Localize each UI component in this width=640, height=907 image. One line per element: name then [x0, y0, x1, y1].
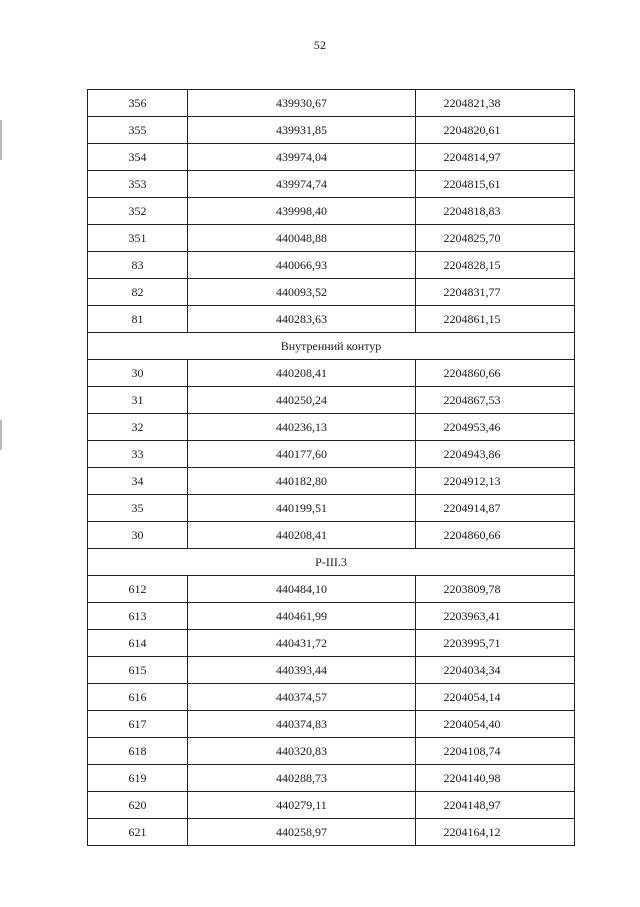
section-heading-row: [88, 549, 575, 576]
table-row: [88, 684, 575, 711]
y-coordinate-cell: 2204164,12: [416, 819, 575, 846]
x-coordinate-cell: 440288,73: [188, 765, 416, 792]
x-coordinate-cell: 440093,52: [188, 279, 416, 306]
table-row: [88, 603, 575, 630]
x-coordinate-cell: 440236,13: [188, 414, 416, 441]
y-coordinate-cell: 2204943,86: [416, 441, 575, 468]
x-coordinate-cell: 440182,80: [188, 468, 416, 495]
x-coordinate-cell: 439931,85: [188, 117, 416, 144]
y-coordinate-cell: 2203963,41: [416, 603, 575, 630]
table-row: [88, 144, 575, 171]
x-coordinate-cell: 440431,72: [188, 630, 416, 657]
y-coordinate-cell: 2204148,97: [416, 792, 575, 819]
table-row: [88, 495, 575, 522]
y-coordinate-cell: 2204831,77: [416, 279, 575, 306]
table-row: [88, 414, 575, 441]
point-number-cell: 621: [88, 819, 188, 846]
point-number-cell: 82: [88, 279, 188, 306]
y-coordinate-cell: 2204912,13: [416, 468, 575, 495]
y-coordinate-cell: 2204860,66: [416, 360, 575, 387]
table-row: [88, 792, 575, 819]
x-coordinate-cell: 439974,74: [188, 171, 416, 198]
point-number-cell: 30: [88, 360, 188, 387]
x-coordinate-cell: 439930,67: [188, 90, 416, 117]
point-number-cell: 617: [88, 711, 188, 738]
point-number-cell: 613: [88, 603, 188, 630]
point-number-cell: 35: [88, 495, 188, 522]
point-number-cell: 612: [88, 576, 188, 603]
scan-edge-mark: [0, 420, 2, 450]
coordinates-table: [87, 89, 575, 846]
y-coordinate-cell: 2204054,14: [416, 684, 575, 711]
point-number-cell: 30: [88, 522, 188, 549]
x-coordinate-cell: 439998,40: [188, 198, 416, 225]
x-coordinate-cell: 440066,93: [188, 252, 416, 279]
table-row: [88, 765, 575, 792]
table-row: [88, 387, 575, 414]
point-number-cell: 614: [88, 630, 188, 657]
point-number-cell: 616: [88, 684, 188, 711]
point-number-cell: 33: [88, 441, 188, 468]
table-row: [88, 576, 575, 603]
x-coordinate-cell: 440484,10: [188, 576, 416, 603]
y-coordinate-cell: 2204821,38: [416, 90, 575, 117]
section-heading: Р-III.3: [88, 549, 575, 576]
y-coordinate-cell: 2204034,34: [416, 657, 575, 684]
y-coordinate-cell: 2204828,15: [416, 252, 575, 279]
x-coordinate-cell: 440048,88: [188, 225, 416, 252]
point-number-cell: 620: [88, 792, 188, 819]
y-coordinate-cell: 2203995,71: [416, 630, 575, 657]
table-row: [88, 252, 575, 279]
table-row: [88, 630, 575, 657]
scan-edge-mark: [0, 120, 2, 160]
x-coordinate-cell: 440208,41: [188, 522, 416, 549]
y-coordinate-cell: 2204867,53: [416, 387, 575, 414]
table-row: [88, 225, 575, 252]
x-coordinate-cell: 440208,41: [188, 360, 416, 387]
point-number-cell: 83: [88, 252, 188, 279]
table-row: [88, 657, 575, 684]
table-row: [88, 522, 575, 549]
x-coordinate-cell: 440199,51: [188, 495, 416, 522]
y-coordinate-cell: 2204914,87: [416, 495, 575, 522]
table-row: [88, 738, 575, 765]
point-number-cell: 32: [88, 414, 188, 441]
y-coordinate-cell: 2204953,46: [416, 414, 575, 441]
point-number-cell: 31: [88, 387, 188, 414]
table-row: [88, 279, 575, 306]
point-number-cell: 353: [88, 171, 188, 198]
y-coordinate-cell: 2204820,61: [416, 117, 575, 144]
x-coordinate-cell: 440177,60: [188, 441, 416, 468]
y-coordinate-cell: 2203809,78: [416, 576, 575, 603]
y-coordinate-cell: 2204814,97: [416, 144, 575, 171]
point-number-cell: 355: [88, 117, 188, 144]
table-row: [88, 441, 575, 468]
y-coordinate-cell: 2204054,40: [416, 711, 575, 738]
table-row: [88, 711, 575, 738]
point-number-cell: 351: [88, 225, 188, 252]
table-row: [88, 90, 575, 117]
x-coordinate-cell: 440320,83: [188, 738, 416, 765]
point-number-cell: 81: [88, 306, 188, 333]
x-coordinate-cell: 440393,44: [188, 657, 416, 684]
x-coordinate-cell: 439974,04: [188, 144, 416, 171]
y-coordinate-cell: 2204861,15: [416, 306, 575, 333]
y-coordinate-cell: 2204815,61: [416, 171, 575, 198]
table-row: [88, 468, 575, 495]
point-number-cell: 618: [88, 738, 188, 765]
y-coordinate-cell: 2204860,66: [416, 522, 575, 549]
table-row: [88, 117, 575, 144]
table-row: [88, 306, 575, 333]
table-row: [88, 360, 575, 387]
x-coordinate-cell: 440279,11: [188, 792, 416, 819]
section-heading-row: [88, 333, 575, 360]
point-number-cell: 615: [88, 657, 188, 684]
table-row: [88, 198, 575, 225]
x-coordinate-cell: 440283,63: [188, 306, 416, 333]
x-coordinate-cell: 440374,83: [188, 711, 416, 738]
x-coordinate-cell: 440461,99: [188, 603, 416, 630]
point-number-cell: 34: [88, 468, 188, 495]
y-coordinate-cell: 2204818,83: [416, 198, 575, 225]
y-coordinate-cell: 2204825,70: [416, 225, 575, 252]
y-coordinate-cell: 2204108,74: [416, 738, 575, 765]
point-number-cell: 356: [88, 90, 188, 117]
coordinates-table-body: [88, 90, 575, 846]
point-number-cell: 619: [88, 765, 188, 792]
point-number-cell: 352: [88, 198, 188, 225]
section-heading: Внутренний контур: [88, 333, 575, 360]
x-coordinate-cell: 440250,24: [188, 387, 416, 414]
page-number: 52: [313, 38, 327, 52]
x-coordinate-cell: 440258,97: [188, 819, 416, 846]
x-coordinate-cell: 440374,57: [188, 684, 416, 711]
point-number-cell: 354: [88, 144, 188, 171]
table-row: [88, 819, 575, 846]
table-row: [88, 171, 575, 198]
y-coordinate-cell: 2204140,98: [416, 765, 575, 792]
